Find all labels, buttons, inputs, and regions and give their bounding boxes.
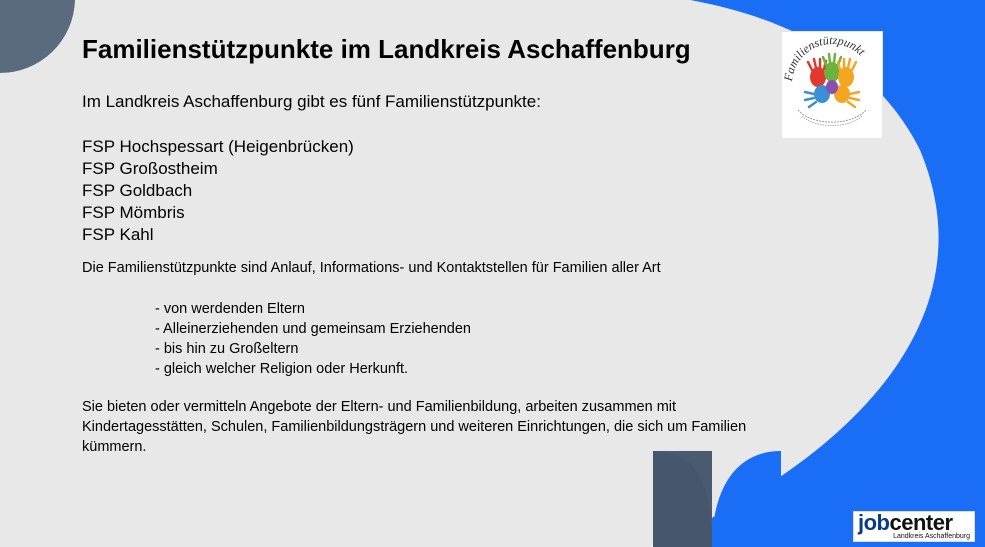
list-item: - Alleinerziehenden und gemeinsam Erziehenden <box>155 321 471 337</box>
list-item: - von werdenden Eltern <box>155 301 305 317</box>
fsp-list <box>82 136 354 246</box>
hands-logo-icon <box>782 32 882 138</box>
list-item: FSP Mömbris <box>82 203 185 222</box>
intro-text: Im Landkreis Aschaffenburg gibt es fünf Familienstützpunkte: <box>82 92 541 111</box>
list-item: FSP Kahl <box>82 225 154 244</box>
closing-text: Sie bieten oder vermitteln Angebote der Eltern- und Familienbildung, arbeiten zusammen mit Kindertagesstätten, Schulen, Familienbildungsträgern und weiteren Einrichtungen, die sich um Familien kümmern. <box>82 399 747 455</box>
page-title: Familienstützpunkte im Landkreis Aschaffenburg <box>82 34 691 64</box>
list-item: - gleich welcher Religion oder Herkunft. <box>155 361 409 377</box>
logo-arc-text: Familienstützpunkt <box>782 32 869 82</box>
familienstuetzpunkt-logo <box>781 31 883 139</box>
jobcenter-subtitle: Landkreis Aschaffenburg <box>893 533 970 540</box>
list-item: FSP Großostheim <box>82 159 218 178</box>
list-item: FSP Hochspessart (Heigenbrücken) <box>82 137 354 156</box>
audience-list <box>155 299 471 379</box>
list-item: - bis hin zu Großeltern <box>155 341 299 357</box>
jobcenter-wordmark: jobcenter <box>858 510 953 535</box>
list-item: FSP Goldbach <box>82 181 193 200</box>
jobcenter-logo <box>853 511 975 542</box>
description-text: Die Familienstützpunkte sind Anlauf, Informations- und Kontaktstellen für Familien aller Art <box>82 260 661 276</box>
